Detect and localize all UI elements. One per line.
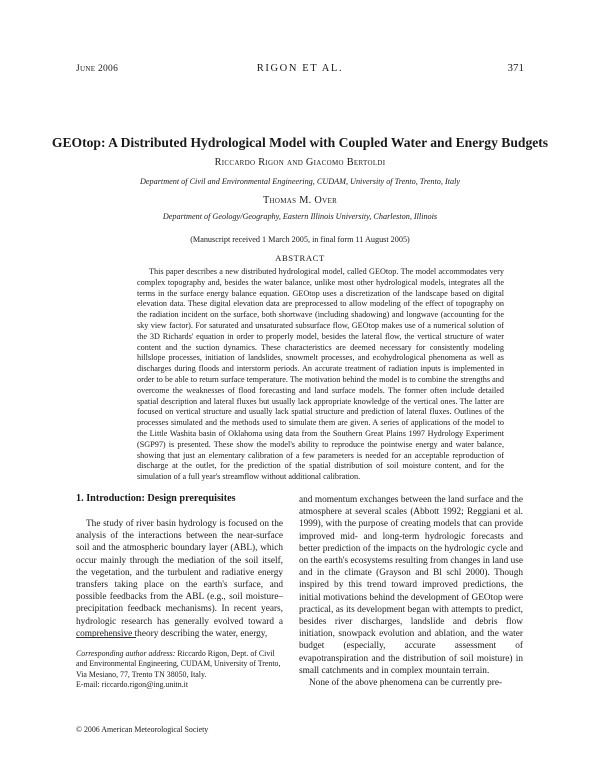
running-header-date: June 2006 — [76, 64, 119, 74]
footnote-label: Corresponding author address: — [76, 649, 176, 658]
right-column-paragraph-continued: None of the above phenomena can be currently pre- — [309, 678, 503, 689]
left-column-paragraph: The study of river basin hydrology is focused on the analysis of the interactions between the near-surface soil and the atmospheric boundary layer (ABL), which occur mainly through the mediation of the soil itself, the vegetation, and the turbulent and radiative energy transfers taking place on the earth's surface, and possible feedbacks from the ABL (e.g., soil moisture–precipitation feedback mechanisms). In recent years, hydrologic research has generally evolved toward a comprehensive theory describing the water, energy, — [76, 519, 283, 639]
running-header-title: RIGON ET AL. — [256, 63, 344, 74]
footnote-address: Riccardo Rigon, Dept. of Civil and Environmental Engineering, CUDAM, University of Trento, Via Mesiano, 77, Trento TN 38050, Italy. — [76, 649, 281, 679]
footnote-corresponding-author — [76, 649, 283, 690]
manuscript-dates: (Manuscript received 1 March 2005, in final form 11 August 2005) — [190, 235, 410, 244]
affiliation-trento: Department of Civil and Environmental Engineering, CUDAM, University of Trento, Trento, Italy — [140, 177, 460, 186]
authors-secondary: Thomas M. Over — [262, 195, 338, 206]
page-number: 371 — [507, 62, 524, 74]
abstract-text: This paper describes a new distributed hydrological model, called GEOtop. The model accommodates very complex topography and, besides the water balance, unlike most other hydrological models, integrates all the terms in the surface energy balance equation. GEOtop uses a discretization of the landscape based on digital elevation data. These digital elevation data are preprocessed to allow modeling of the effect of topography on the radiation incident on the surface, both shortwave (including shadowing) and longwave (accounting for the sky view factor). For saturated and unsaturated subsurface flow, GEOtop makes use of a numerical solution of the 3D Richards' equation in order to properly model, besides the lateral flow, the vertical structure of water content and the suction dynamics. These characteristics are deemed necessary for consistently modeling hillslope processes, initiation of landslides, snowmelt processes, and ecohydrological phenomena as well as discharges during floods and interstorm periods. An accurate treatment of radiation inputs is implemented in order to be able to return surface temperature. The motivation behind the model is to combine the strengths and overcome the weaknesses of flood forecasting and land surface models. The former often include detailed spatial description and lateral fluxes but usually lack appropriate knowledge of the vertical ones. The latter are focused on vertical structure and usually lack spatial structure and prediction of lateral fluxes. Outlines of the processes simulated and the methods used to simulate them are given. A series of applications of the model to the Little Washita basin of Oklahoma using data from the Southern Great Plains 1997 Hydrology Experiment (SGP97) is presented. These show the model's ability to reproduce the pointwise energy and water balance, showing that just an elementary calibration of a few parameters is needed for an acceptable reproduction of discharge at the outlet, for the prediction of the spatial distribution of soil moisture content, and for the simulation of a full year's streamflow without additional calibration. — [137, 267, 504, 482]
paper-title: GEOtop: A Distributed Hydrological Model with Coupled Water and Energy Budgets — [51, 135, 549, 150]
copyright-notice: © 2006 American Meteorological Society — [76, 725, 209, 734]
authors-primary: Riccardo Rigon and Giacomo Bertoldi — [214, 157, 386, 168]
right-column-paragraph: and momentum exchanges between the land surface and the atmosphere at several scales (Abbott 1992; Reggiani et al. 1999), with the purpose of creating models that can provide improved mid- and long-term hydrologic forecasts and better prediction of the impacts on the hydrologic cycle and on the earth's ecosystems resulting from changes in land use and in the climate (Grayson and Bl schl 2000). Though inspired by this trend toward improved predictions, the initial motivations behind the development of GEOtop were practical, as its development began with attempts to predict, besides river discharges, landslide and debris flow initiation, snowpack evolution and ablation, and the water budget (especially, accurate assessment of evapotranspiration and the distribution of soil moisture) in small catchments and in complex mountain terrain. — [299, 495, 523, 676]
abstract-heading: ABSTRACT — [275, 253, 325, 263]
right-column — [299, 494, 523, 689]
footnote-divider — [76, 637, 136, 638]
footnote-email: E-mail: riccardo.rigon@ing.unitn.it — [76, 679, 189, 689]
affiliation-illinois: Department of Geology/Geography, Eastern Illinois University, Charleston, Illinois — [162, 212, 438, 221]
section-heading: 1. Introduction: Design prerequisites — [76, 493, 236, 504]
